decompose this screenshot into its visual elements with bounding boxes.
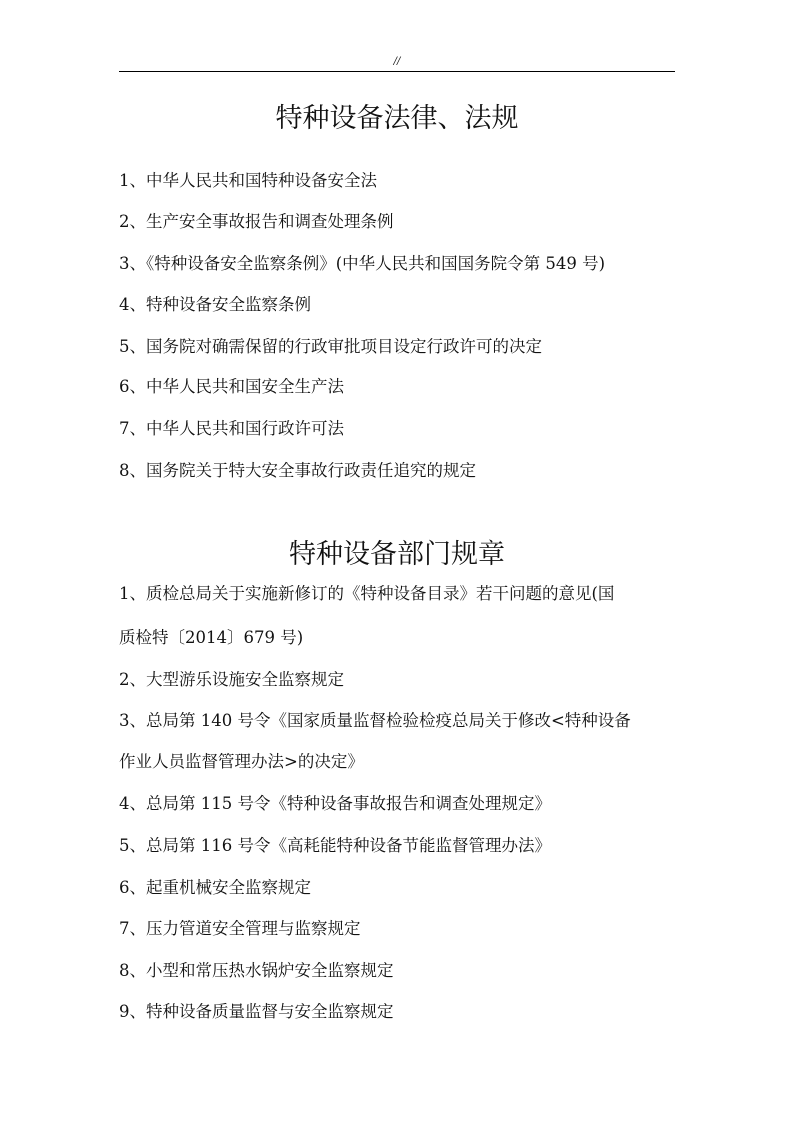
list-item: 2、生产安全事故报告和调查处理条例 bbox=[119, 212, 394, 231]
list-item: 4、特种设备安全监察条例 bbox=[119, 295, 311, 314]
list-item: 1、中华人民共和国特种设备安全法 bbox=[119, 171, 377, 190]
list-item: 4、总局第 115 号令《特种设备事故报告和调查处理规定》 bbox=[119, 794, 551, 813]
list-item: 2、大型游乐设施安全监察规定 bbox=[119, 670, 344, 689]
list-item: 5、国务院对确需保留的行政审批项目设定行政许可的决定 bbox=[119, 337, 542, 356]
section-title-laws: 特种设备法律、法规 bbox=[275, 103, 519, 134]
list-item: 质检特〔2014〕679 号) bbox=[119, 628, 304, 647]
header-rule bbox=[119, 71, 675, 72]
list-item: 6、中华人民共和国安全生产法 bbox=[119, 377, 344, 396]
list-item: 8、国务院关于特大安全事故行政责任追究的规定 bbox=[119, 461, 476, 480]
list-item: 9、特种设备质量监督与安全监察规定 bbox=[119, 1002, 394, 1021]
list-item: 作业人员监督管理办法>的决定》 bbox=[119, 752, 364, 771]
list-item: 3、《特种设备安全监察条例》(中华人民共和国国务院令第 549 号) bbox=[119, 254, 606, 273]
list-item: 5、总局第 116 号令《高耗能特种设备节能监督管理办法》 bbox=[119, 836, 551, 855]
list-item: 8、小型和常压热水锅炉安全监察规定 bbox=[119, 961, 394, 980]
list-item: 6、起重机械安全监察规定 bbox=[119, 878, 311, 897]
header-mark: // bbox=[393, 56, 401, 67]
list-item: 7、压力管道安全管理与监察规定 bbox=[119, 919, 361, 938]
list-item: 1、质检总局关于实施新修订的《特种设备目录》若干问题的意见(国 bbox=[119, 584, 615, 603]
list-item: 3、总局第 140 号令《国家质量监督检验检疫总局关于修改<特种设备 bbox=[119, 711, 631, 730]
section-title-regulations: 特种设备部门规章 bbox=[289, 539, 505, 570]
list-item: 7、中华人民共和国行政许可法 bbox=[119, 419, 344, 438]
